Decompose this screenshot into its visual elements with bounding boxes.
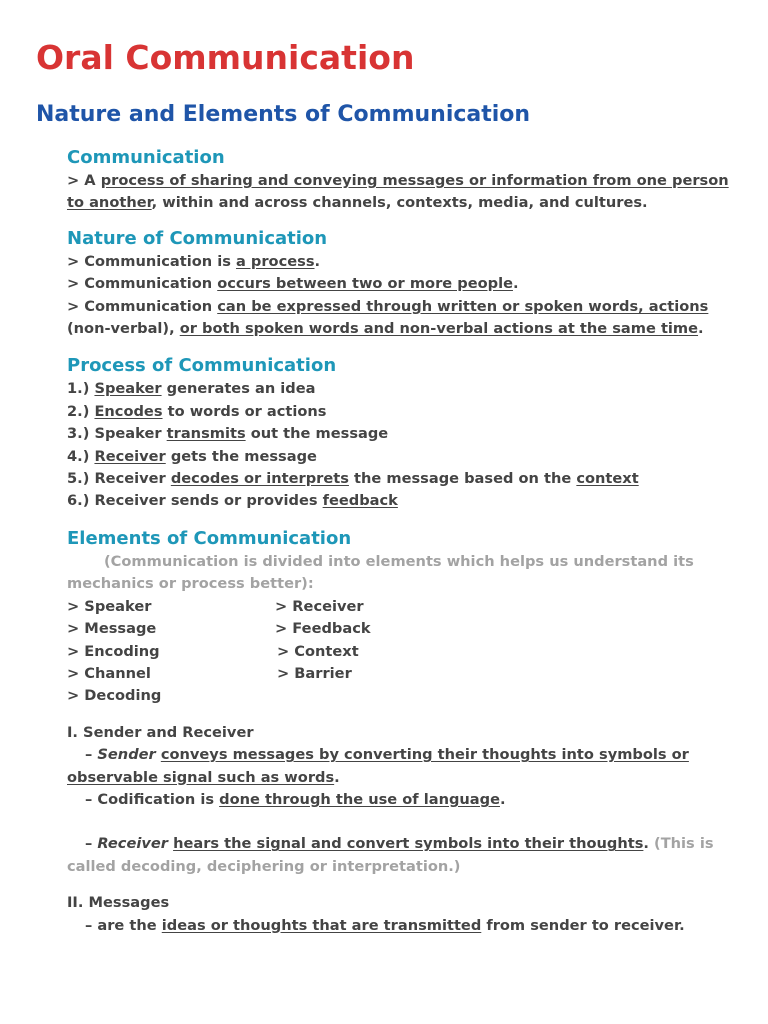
list-item: > Encoding — [67, 642, 160, 660]
underlined-text: a process — [235, 252, 315, 270]
codification-line — [67, 789, 731, 811]
text: to words or actions — [162, 402, 327, 420]
text: , within and across channels, contexts, media, and cultures. — [151, 194, 648, 212]
text: – — [85, 835, 98, 853]
text: 3.) Speaker — [67, 425, 167, 443]
nature-line-2 — [67, 273, 731, 295]
underlined-text: can be expressed through written or spoken words, actions — [217, 297, 709, 315]
messages-line — [67, 915, 731, 937]
text: . — [643, 835, 655, 853]
underlined-text: occurs between two or more people — [217, 275, 513, 293]
text: . — [512, 275, 519, 293]
underlined-text: transmits — [166, 425, 246, 443]
underlined-text: done through the use of language — [219, 790, 500, 808]
emphasis-text: Sender — [97, 746, 156, 764]
text: 4.) — [67, 447, 95, 465]
list-item: > Decoding — [67, 687, 162, 705]
messages-heading: II. Messages — [67, 894, 170, 912]
underlined-text: conveys messages by converting their thoughts into symbols or observable signal such as words — [67, 746, 689, 786]
text: (non-verbal), — [67, 320, 180, 338]
sender-receiver-heading: I. Sender and Receiver — [67, 723, 254, 741]
text: . — [698, 320, 704, 338]
text: generates an idea — [161, 380, 316, 398]
process-step-4 — [67, 446, 731, 468]
list-item: > Speaker — [67, 597, 152, 615]
underlined-text: context — [576, 470, 639, 488]
grey-note: (This is called decoding, deciphering or interpretation.) — [67, 835, 714, 875]
text: from sender to receiver. — [481, 916, 685, 934]
process-heading: Process of Communication — [67, 355, 337, 377]
text: 6.) Receiver sends or provides — [67, 492, 323, 510]
nature-line-3 — [67, 296, 731, 341]
process-step-6 — [67, 490, 731, 512]
elements-list-right — [275, 596, 475, 708]
underlined-text: or both spoken words and non-verbal actions at the same time — [179, 320, 699, 338]
text: – are the — [85, 916, 162, 934]
sender-line — [67, 744, 731, 789]
receiver-line — [67, 833, 731, 878]
text: – — [85, 746, 98, 764]
page-title: Oral Communication — [36, 38, 415, 77]
process-step-2 — [67, 401, 731, 423]
underlined-text: feedback — [322, 492, 398, 510]
underlined-text: Speaker — [94, 380, 162, 398]
text: > A — [67, 172, 101, 189]
text: the message based on the — [348, 470, 577, 488]
communication-definition — [67, 170, 731, 215]
document-body — [67, 146, 731, 937]
text: gets the message — [165, 447, 317, 465]
nature-heading: Nature of Communication — [67, 227, 328, 249]
list-item: > Receiver — [275, 597, 364, 615]
elements-list — [67, 596, 731, 708]
text: . — [314, 252, 321, 270]
list-item: > Channel — [67, 664, 151, 682]
text: . — [499, 790, 506, 808]
underlined-text: ideas or thoughts that are transmitted — [161, 916, 482, 934]
text: – Codification is — [85, 790, 220, 808]
underlined-text: Receiver — [94, 447, 166, 465]
list-item: > Feedback — [275, 620, 371, 638]
list-item: > Barrier — [277, 664, 352, 682]
text: 5.) Receiver — [67, 470, 171, 488]
list-item: > Message — [67, 620, 157, 638]
list-item: > Context — [277, 642, 359, 660]
underlined-text: Encodes — [94, 402, 163, 420]
elements-list-left — [67, 596, 275, 708]
text: out the message — [245, 425, 389, 443]
underlined-text: hears the signal and convert symbols into their thoughts — [173, 835, 644, 853]
text: > Communication is — [67, 252, 236, 270]
process-step-5 — [67, 468, 731, 490]
underlined-text: process of sharing and conveying messages or information from one person to another — [67, 172, 729, 212]
text: > Communication — [67, 275, 218, 293]
elements-heading: Elements of Communication — [67, 527, 352, 549]
text: > Communication — [67, 297, 218, 315]
process-step-3 — [67, 423, 731, 445]
elements-note: (Communication is divided into elements which helps us understand its mechanics or process better): — [67, 552, 694, 593]
process-step-1 — [67, 378, 731, 400]
emphasis-text: Receiver — [97, 835, 168, 853]
nature-line-1 — [67, 251, 731, 273]
section-title: Nature and Elements of Communication — [36, 102, 531, 127]
text: 2.) — [67, 402, 95, 420]
underlined-text: decodes or interprets — [170, 470, 349, 488]
text: . — [334, 768, 340, 786]
text: 1.) — [67, 380, 95, 398]
communication-heading: Communication — [67, 147, 225, 168]
